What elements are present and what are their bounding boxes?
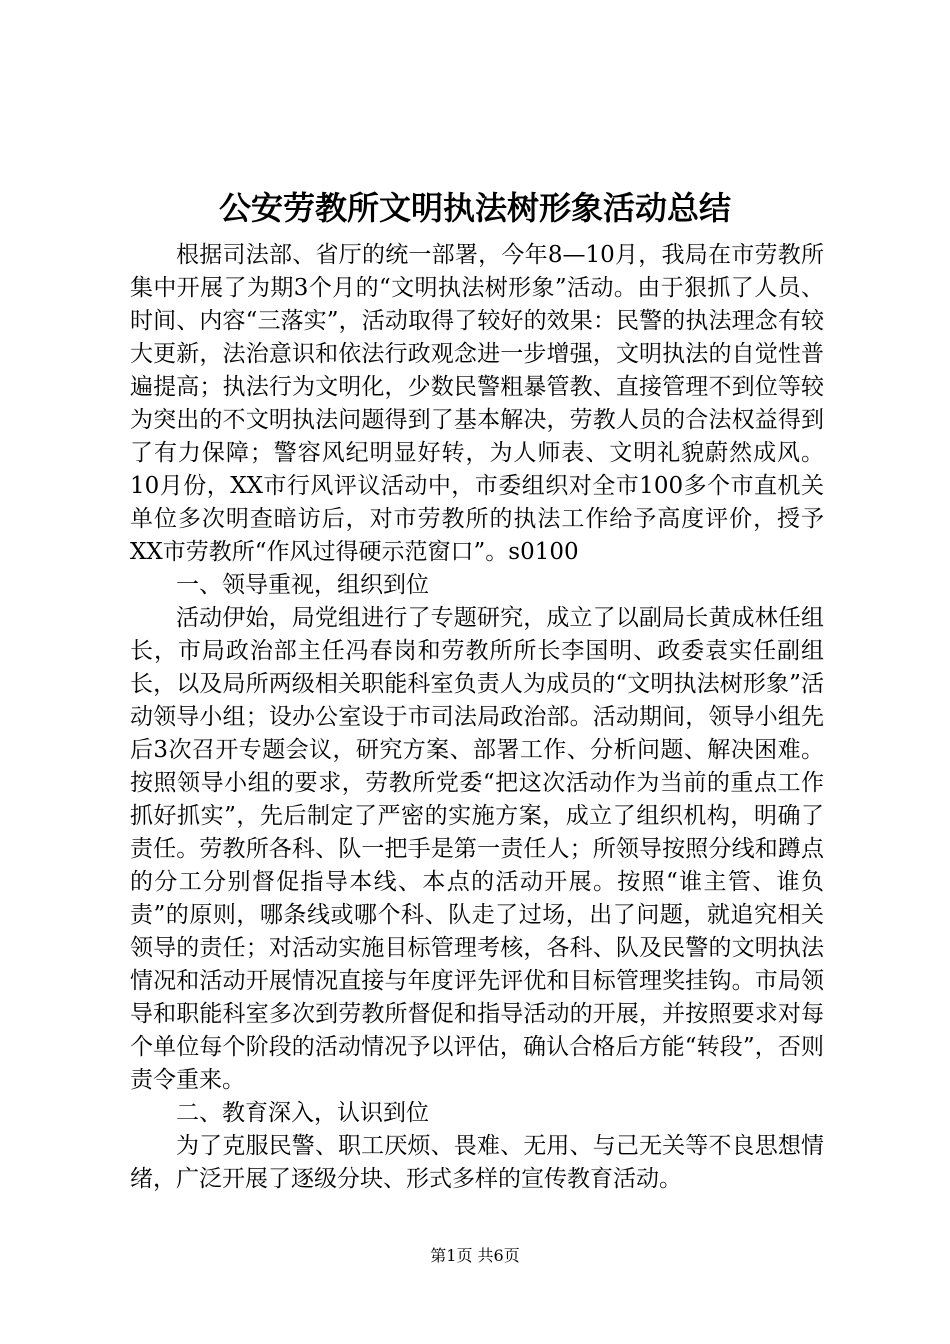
document-title: 公安劳教所文明执法树形象活动总结 xyxy=(218,189,731,227)
section-heading-2: 二、教育深入，认识到位 xyxy=(176,1100,429,1126)
section-heading-1: 一、领导重视，组织到位 xyxy=(176,572,429,598)
paragraph-intro: 根据司法部、省厅的统一部署，今年8—10月，我局在市劳教所集中开展了为期3个月的“文明执法树形象”活动。由于狠抓了人员、时间、内容“三落实”，活动取得了较好的效果：民警的执法理念有较大更新，法治意识和依法行政观念进一步增强，文明执法的自觉性普遍提高；执法行为文明化，少数民警粗暴管教、直接管理不到位等较为突出的不文明执法问题得到了基本解决，劳教人员的合法权益得到了有力保障；警容风纪明显好转，为人师表、文明礼貌蔚然成风。10月份，XX市行风评议活动中，市委组织对全市100多个市直机关单位多次明查暗访后，对市劳教所的执法工作给予高度评价，授予XX市劳教所“作风过得硬示范窗口”。s0100 xyxy=(130,242,824,565)
paragraph-section-1: 活动伊始，局党组进行了专题研究，成立了以副局长黄成林任组长，市局政治部主任冯春岗和劳教所所长李国明、政委袁实任副组长，以及局所两级相关职能科室负责人为成员的“文明执法树形象”活动领导小组；设办公室设于市司法局政治部。活动期间，领导小组先后3次召开专题会议，研究方案、部署工作、分析问题、解决困难。按照领导小组的要求，劳教所党委“把这次活动作为当前的重点工作抓好抓实”，先后制定了严密的实施方案，成立了组织机构，明确了责任。劳教所各科、队一把手是第一责任人；所领导按照分线和蹲点的分工分别督促指导本线、本点的活动开展。按照“谁主管、谁负责”的原则，哪条线或哪个科、队走了过场，出了问题，就追究相关领导的责任；对活动实施目标管理考核，各科、队及民警的文明执法情况和活动开展情况直接与年度评先评优和目标管理奖挂钩。市局领导和职能科室多次到劳教所督促和指导活动的开展，并按照要求对每个单位每个阶段的活动情况予以评估，确认合格后方能“转段”，否则责令重来。 xyxy=(130,605,824,1093)
paragraph-section-2: 为了克服民警、职工厌烦、畏难、无用、与己无关等不良思想情绪，广泛开展了逐级分块、形式多样的宣传教育活动。 xyxy=(130,1133,824,1192)
page-number-footer: 第1页 共6页 xyxy=(430,1246,520,1265)
document-body xyxy=(130,239,824,1196)
